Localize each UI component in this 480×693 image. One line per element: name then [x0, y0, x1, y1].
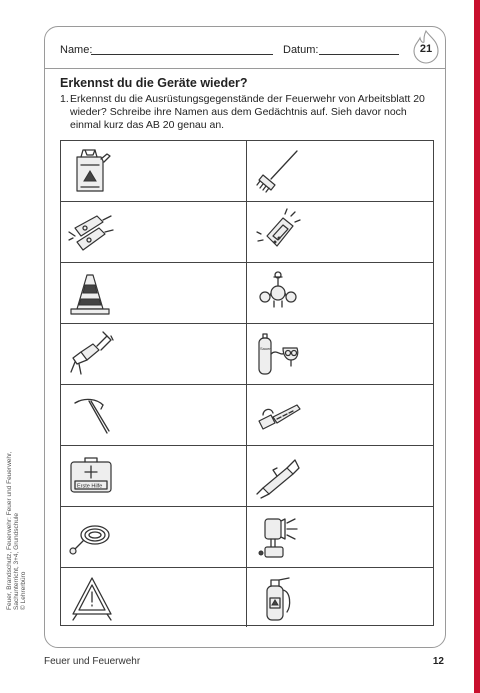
name-field[interactable]: [91, 54, 273, 55]
answer-cell[interactable]: [247, 507, 433, 567]
answer-cell[interactable]: [61, 385, 247, 445]
traffic-cone-icon: [67, 267, 117, 319]
hose-nozzle-icon: [253, 450, 303, 502]
answer-cell[interactable]: [247, 568, 433, 627]
table-row: [61, 507, 433, 568]
page-edge-accent: [474, 0, 480, 693]
breathing-valve-icon: [253, 267, 303, 319]
chainsaw-icon: [253, 389, 303, 441]
task-text: Erkennst du die Ausrüstungsgegenstände der Feuerwehr von Arbeitsblatt 20 wieder? Schreibe ihre Namen aus dem Gedächtnis auf. Sieh davor noch einmal kurz das AB 20 genau an.: [70, 93, 425, 131]
answer-cell[interactable]: [61, 507, 247, 567]
answer-cell[interactable]: [61, 141, 247, 201]
date-field[interactable]: [319, 54, 399, 55]
table-row: [61, 141, 433, 202]
first-aid-kit-icon: [67, 450, 117, 502]
answer-cell[interactable]: [61, 202, 247, 262]
answer-cell[interactable]: [247, 385, 433, 445]
answer-cell[interactable]: [61, 324, 247, 384]
sidebar-copyright: © Lehrerbüro: [20, 571, 27, 610]
answer-cell[interactable]: [61, 446, 247, 506]
footer-title: Feuer und Feuerwehr: [44, 656, 141, 667]
table-row: [61, 324, 433, 385]
task-title: Erkennst du die Geräte wieder?: [60, 76, 248, 90]
answer-cell[interactable]: [61, 263, 247, 323]
task-instruction: [60, 93, 432, 132]
jerrycan-icon: [67, 145, 117, 197]
table-row: [61, 385, 433, 446]
answer-cell[interactable]: [247, 324, 433, 384]
header-divider: [44, 68, 446, 69]
svg-text:Sauer: Sauer: [260, 346, 271, 351]
answer-grid: [60, 140, 434, 626]
answer-cell[interactable]: [61, 568, 247, 627]
broom-icon: [253, 145, 303, 197]
answer-cell[interactable]: [247, 263, 433, 323]
first-aid-label: Erste Hilfe: [77, 483, 103, 490]
answer-cell[interactable]: [247, 446, 433, 506]
task-number: 1.: [60, 93, 69, 105]
table-row: [61, 568, 433, 627]
table-row: [61, 263, 433, 324]
answer-cell[interactable]: [247, 141, 433, 201]
hydraulic-cutter-icon: [67, 328, 117, 380]
answer-cell[interactable]: [247, 202, 433, 262]
footer-page-number: 12: [432, 656, 444, 667]
table-row: [61, 446, 433, 507]
breathing-apparatus-icon: [253, 328, 303, 380]
sidebar-source: Feuer, Brandschutz, Feuerwehr: Feuer und Feuerwehr, Sachunterricht, 3+4, Grundschule: [6, 451, 20, 610]
fire-extinguisher-icon: [253, 572, 303, 624]
sheet-number: 21: [419, 43, 433, 55]
warning-triangle-icon: [67, 572, 117, 624]
spotlight-icon: [253, 511, 303, 563]
copyright-sidebar: [6, 410, 27, 610]
fire-hose-icon: [67, 511, 117, 563]
date-label: Datum:: [283, 44, 319, 56]
mobile-phone-icon: [253, 206, 303, 258]
table-row: [61, 202, 433, 263]
spreader-icon: [67, 206, 117, 258]
name-label: Name:: [60, 44, 93, 56]
pickaxe-icon: [67, 389, 117, 441]
